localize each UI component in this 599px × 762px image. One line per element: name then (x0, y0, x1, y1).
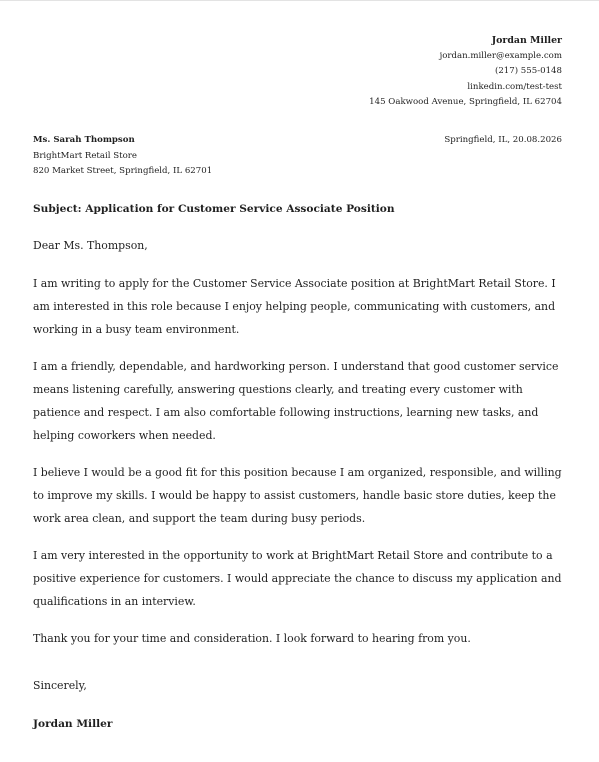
recipient-block (33, 133, 212, 180)
sender-linkedin: linkedin.com/test-test (467, 81, 562, 92)
body-paragraph-2: I am a friendly, dependable, and hardworking person. I understand that good customer service means listening carefully, answering questions clearly, and treating every customer with patience and respect. I am also comfortable following instructions, learning new tasks, and helping coworkers when needed. (33, 360, 559, 442)
sender-phone: (217) 555-0148 (494, 66, 562, 77)
salutation: Dear Ms. Thompson, (33, 239, 148, 252)
body-paragraph-5: Thank you for your time and consideration. I look forward to hearing from you. (33, 632, 471, 645)
sender-block (369, 33, 562, 110)
signature-name: Jordan Miller (33, 718, 113, 730)
sender-address: 145 Oakwood Avenue, Springfield, IL 62704 (369, 96, 562, 107)
recipient-name: Ms. Sarah Thompson (33, 135, 135, 145)
sender-email: jordan.miller@example.com (439, 51, 562, 61)
date-line: Springfield, IL, 20.08.2026 (444, 135, 562, 145)
recipient-address: 820 Market Street, Springfield, IL 62701 (33, 166, 213, 177)
closing: Sincerely, (33, 679, 87, 692)
body-paragraph-4: I am very interested in the opportunity to work at BrightMart Retail Store and contribute to a positive experience for customers. I would appreciate the chance to discuss my application and qualifications in an interview. (33, 549, 562, 608)
subject-line: Subject: Application for Customer Service Associate Position (33, 203, 395, 215)
body-paragraph-1: I am writing to apply for the Customer Service Associate position at BrightMart Retail Store. I am interested in this role because I enjoy helping people, communicating with customers, and working in a busy team environment. (33, 277, 556, 336)
letter-body (33, 272, 568, 664)
sender-name: Jordan Miller (491, 35, 562, 46)
recipient-company: BrightMart Retail Store (33, 150, 137, 161)
top-divider (0, 0, 599, 1)
body-paragraph-3: I believe I would be a good fit for this position because I am organized, responsible, and willing to improve my skills. I would be happy to assist customers, handle basic store duties, keep the work area clean, and support the team during busy periods. (33, 466, 562, 525)
